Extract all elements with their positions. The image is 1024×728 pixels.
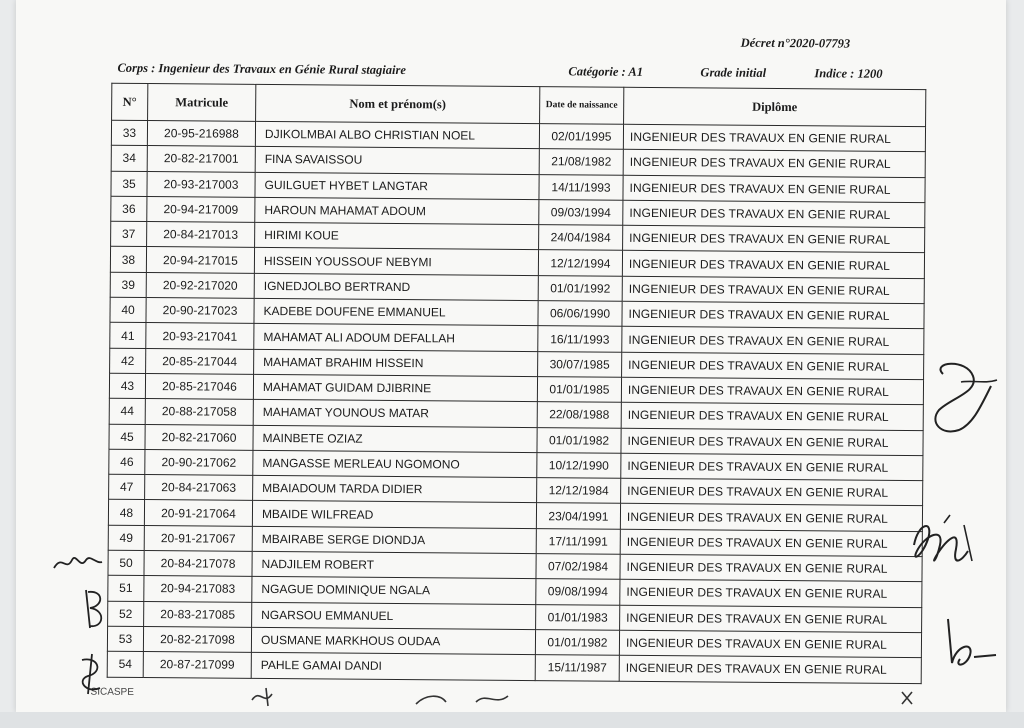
column-header-matricule: Matricule [148,84,256,122]
row-name: HIRIMI KOUE [255,223,539,251]
row-birthdate: 24/04/1984 [539,225,623,251]
row-birthdate: 15/11/1987 [535,655,619,681]
row-diploma: INGENIEUR DES TRAVAUX EN GENIE RURAL [622,352,924,380]
row-diploma: INGENIEUR DES TRAVAUX EN GENIE RURAL [623,124,925,152]
row-number: 39 [110,272,146,298]
row-diploma: INGENIEUR DES TRAVAUX EN GENIE RURAL [620,504,922,532]
signature-right-middle [904,505,994,575]
row-number: 47 [109,474,145,500]
row-number: 53 [107,626,143,652]
row-name: MAINBETE OZIAZ [253,425,537,453]
row-diploma: INGENIEUR DES TRAVAUX EN GENIE RURAL [620,605,922,633]
row-diploma: INGENIEUR DES TRAVAUX EN GENIE RURAL [623,150,925,178]
row-name: MAHAMAT YOUNOUS MATAR [253,400,537,428]
row-number: 40 [110,297,146,323]
initials-left-bottom [68,650,118,698]
row-birthdate: 12/12/1994 [538,250,622,276]
row-birthdate: 21/08/1982 [539,149,623,175]
column-header-diploma: Diplôme [624,87,926,126]
row-name: NADJILEM ROBERT [252,551,536,579]
decree-number: Décret n°2020-07793 [740,35,851,51]
footer-text: SICASPE [90,686,134,698]
row-name: NGARSOU EMMANUEL [252,602,536,630]
row-birthdate: 01/01/1992 [538,275,622,301]
row-diploma: INGENIEUR DES TRAVAUX EN GENIE RURAL [622,276,924,304]
row-number: 41 [110,323,146,349]
row-matricule: 20-93-217003 [147,171,255,197]
row-diploma: INGENIEUR DES TRAVAUX EN GENIE RURAL [621,377,923,405]
row-matricule: 20-93-217041 [146,323,254,349]
row-number: 49 [108,525,144,551]
row-name: DJIKOLMBAI ALBO CHRISTIAN NOEL [255,121,539,149]
row-birthdate: 07/02/1984 [536,554,620,580]
row-birthdate: 30/07/1985 [538,351,622,377]
row-number: 54 [107,651,143,677]
row-diploma: INGENIEUR DES TRAVAUX EN GENIE RURAL [622,327,924,355]
row-birthdate: 02/01/1995 [539,124,623,150]
row-birthdate: 23/04/1991 [536,503,620,529]
row-number: 45 [109,424,145,450]
row-birthdate: 16/11/1993 [538,326,622,352]
row-number: 48 [108,500,144,526]
row-number: 44 [109,399,145,425]
row-matricule: 20-88-217058 [145,399,253,425]
indice-label: Indice : 1200 [814,66,883,81]
background-strip [0,712,1024,728]
row-matricule: 20-87-217099 [143,652,251,678]
row-diploma: INGENIEUR DES TRAVAUX EN GENIE RURAL [619,630,921,658]
row-diploma: INGENIEUR DES TRAVAUX EN GENIE RURAL [622,251,924,279]
row-matricule: 20-84-217078 [144,551,252,577]
row-matricule: 20-94-217083 [144,576,252,602]
row-matricule: 20-94-217015 [146,247,254,273]
grade-label: Grade initial [700,65,767,80]
row-diploma: INGENIEUR DES TRAVAUX EN GENIE RURAL [620,554,922,582]
row-diploma: INGENIEUR DES TRAVAUX EN GENIE RURAL [623,175,925,203]
row-diploma: INGENIEUR DES TRAVAUX EN GENIE RURAL [621,403,923,431]
row-number: 36 [111,196,147,222]
row-birthdate: 17/11/1991 [536,528,620,554]
row-number: 43 [109,373,145,399]
row-name: OUSMANE MARKHOUS OUDAA [251,627,535,655]
row-birthdate: 09/08/1994 [536,579,620,605]
row-diploma: INGENIEUR DES TRAVAUX EN GENIE RURAL [622,301,924,329]
personnel-table [107,83,927,684]
row-name: NGAGUE DOMINIQUE NGALA [252,577,536,605]
row-diploma: INGENIEUR DES TRAVAUX EN GENIE RURAL [623,225,925,253]
row-diploma: INGENIEUR DES TRAVAUX EN GENIE RURAL [621,478,923,506]
row-name: MANGASSE MERLEAU NGOMONO [253,450,537,478]
row-number: 37 [111,221,147,247]
row-number: 46 [109,449,145,475]
row-name: MAHAMAT GUIDAM DJIBRINE [253,374,537,402]
row-diploma: INGENIEUR DES TRAVAUX EN GENIE RURAL [620,529,922,557]
initials-left-top [46,542,106,582]
row-matricule: 20-94-217009 [147,196,255,222]
row-name: MAHAMAT ALI ADOUM DEFALLAH [254,324,538,352]
row-number: 34 [111,146,147,172]
signature-right-bottom [934,605,1004,675]
row-matricule: 20-91-217064 [144,500,252,526]
row-matricule: 20-85-217046 [145,373,253,399]
row-number: 52 [108,601,144,627]
row-number: 42 [110,348,146,374]
row-name: MBAIDE WILFREAD [252,501,536,529]
row-matricule: 20-91-217067 [144,525,252,551]
row-matricule: 20-82-217098 [143,626,251,652]
row-name: MBAIADOUM TARDA DIDIER [253,476,537,504]
row-name: IGNEDJOLBO BERTRAND [254,273,538,301]
row-diploma: INGENIEUR DES TRAVAUX EN GENIE RURAL [621,453,923,481]
row-number: 38 [110,247,146,273]
row-matricule: 20-85-217044 [146,348,254,374]
row-name: FINA SAVAISSOU [255,147,539,175]
column-header-name: Nom et prénom(s) [256,84,540,123]
row-matricule: 20-95-216988 [147,121,255,147]
row-diploma: INGENIEUR DES TRAVAUX EN GENIE RURAL [619,655,921,683]
table-header-row [112,83,926,126]
row-matricule: 20-82-217060 [145,424,253,450]
column-header-dob: Date de naissance [540,87,624,125]
row-matricule: 20-92-217020 [146,272,254,298]
row-number: 51 [108,576,144,602]
row-matricule: 20-82-217001 [147,146,255,172]
row-number: 35 [111,171,147,197]
signature-right-top [921,352,1001,442]
table-row [107,651,921,683]
table-body [107,120,925,683]
row-name: KADEBE DOUFENE EMMANUEL [254,298,538,326]
row-diploma: INGENIEUR DES TRAVAUX EN GENIE RURAL [620,580,922,608]
row-matricule: 20-83-217085 [144,601,252,627]
row-number: 33 [111,120,147,146]
row-matricule: 20-90-217062 [145,449,253,475]
row-name: HISSEIN YOUSSOUF NEBYMI [254,248,538,276]
document-page [16,0,1006,712]
row-name: GUILGUET HYBET LANGTAR [255,172,539,200]
row-name: PAHLE GAMAI DANDI [251,653,535,681]
row-birthdate: 12/12/1984 [537,478,621,504]
row-matricule: 20-84-217063 [145,475,253,501]
row-birthdate: 01/01/1983 [536,604,620,630]
row-name: MBAIRABE SERGE DIONDJA [252,526,536,554]
row-matricule: 20-90-217023 [146,298,254,324]
row-birthdate: 10/12/1990 [537,452,621,478]
row-number: 50 [108,550,144,576]
row-birthdate: 01/01/1985 [537,377,621,403]
row-birthdate: 06/06/1990 [538,301,622,327]
signature-bottom-marks [246,684,926,708]
document-content [16,0,1006,712]
row-birthdate: 01/01/1982 [537,427,621,453]
row-diploma: INGENIEUR DES TRAVAUX EN GENIE RURAL [621,428,923,456]
row-birthdate: 09/03/1994 [539,200,623,226]
row-matricule: 20-84-217013 [147,222,255,248]
row-name: MAHAMAT BRAHIM HISSEIN [254,349,538,377]
row-birthdate: 14/11/1993 [539,174,623,200]
corps-label: Corps : Ingenieur des Travaux en Génie Rural stagiaire [117,60,406,78]
row-birthdate: 22/08/1988 [537,402,621,428]
category-label: Catégorie : A1 [568,64,644,79]
row-diploma: INGENIEUR DES TRAVAUX EN GENIE RURAL [623,200,925,228]
row-name: HAROUN MAHAMAT ADOUM [255,197,539,225]
column-header-num: N° [112,83,148,120]
initials-left-middle [74,584,114,634]
row-birthdate: 01/01/1982 [535,630,619,656]
